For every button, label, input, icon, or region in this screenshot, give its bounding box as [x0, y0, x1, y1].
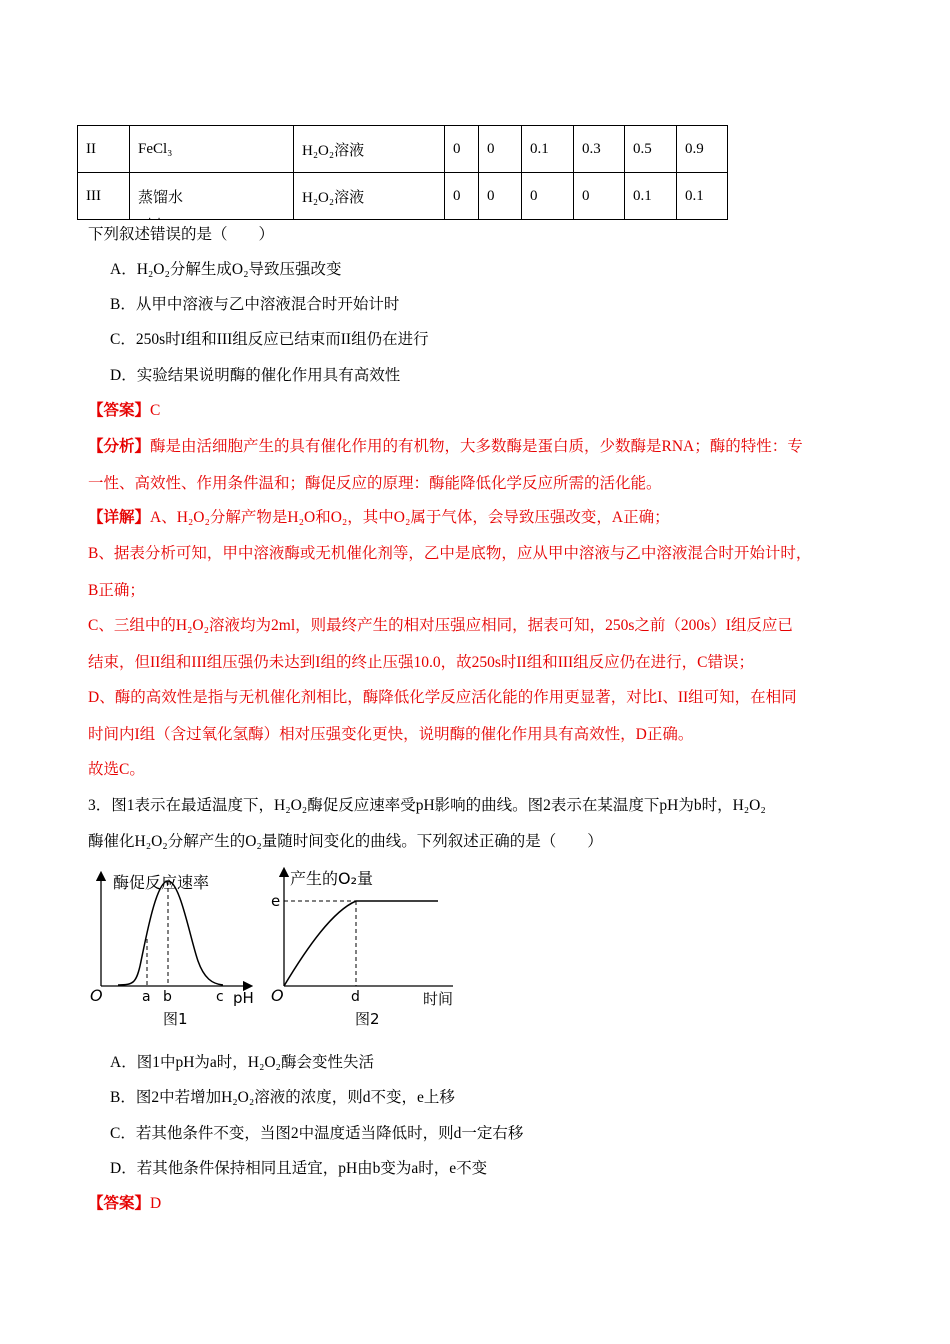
table-cell: III	[78, 173, 130, 220]
figure-caption: 图2	[355, 1010, 380, 1028]
table-cell: 0	[574, 173, 625, 220]
figure-caption: 图1	[163, 1010, 188, 1028]
table-cell: FeCl₃	[130, 126, 294, 173]
table-cell: 0	[479, 126, 522, 173]
table-cell: 0.1	[625, 173, 677, 220]
table-cell: H₂O₂溶液	[294, 173, 445, 220]
option-b: B．从甲中溶液与乙中溶液混合时开始计时	[110, 296, 400, 313]
table-cell: II	[78, 126, 130, 173]
figure-2	[271, 869, 453, 1028]
detail-text: A、H₂O₂分解产物是H₂O和O₂，其中O₂属于气体，会导致压强改变，A正确；	[150, 509, 670, 526]
table-cell: 0	[445, 126, 479, 173]
conclusion-text: 故选C。	[88, 761, 145, 778]
table-cell: 蒸馏水	[130, 173, 294, 220]
y-axis-label: 酶促反应速率	[113, 873, 210, 892]
detail-text: D、酶的高效性是指与无机催化剂相比，酶降低化学反应活化能的作用更显著，对比I、II组可知，在相同	[88, 689, 797, 706]
table-cell: 0.1	[677, 173, 728, 220]
analysis-line	[88, 437, 803, 457]
question-stem: 下列叙述错误的是（ ）	[88, 226, 275, 243]
table-cell: H₂O₂溶液	[294, 126, 445, 173]
detail-text: 时间内I组（含过氧化氢酶）相对压强变化更快，说明酶的催化作用具有高效性，D正确。	[88, 726, 694, 743]
answer-tag: 【答案】	[88, 1195, 151, 1212]
answer-tag: 【答案】	[88, 402, 151, 419]
table-cell: 0	[522, 173, 574, 220]
option-d: D．若其他条件保持相同且适宜，pH由b变为a时，e不变	[110, 1160, 488, 1177]
detail-text: C、三组中的H₂O₂溶液均为2ml，则最终产生的相对压强应相同，据表可知，250s之前（200s）I组反应已	[88, 617, 793, 634]
option-a: A．H₂O₂分解生成O₂导致压强改变	[110, 261, 342, 278]
origin-label: O	[271, 986, 284, 1005]
x-axis-label: 时间	[423, 990, 454, 1008]
question-stem: 酶催化H₂O₂分解产生的O₂量随时间变化的曲线。下列叙述正确的是（ ）	[88, 833, 603, 850]
x-tick-d: d	[351, 989, 360, 1005]
y-tick-e: e	[271, 892, 281, 910]
detail-text: B正确；	[88, 582, 145, 599]
figure-1	[90, 873, 254, 1028]
detail-text: B、据表分析可知，甲中溶液酶或无机催化剂等，乙中是底物，应从甲中溶液与乙中溶液混合时开始计时，	[88, 545, 812, 562]
emphasis-dots: ··	[148, 214, 167, 225]
x-tick-b: b	[163, 989, 172, 1005]
answer-line	[88, 401, 160, 421]
x-axis-label: pH	[233, 989, 254, 1007]
detail-line	[88, 508, 670, 528]
option-a: A．图1中pH为a时，H₂O₂酶会变性失活	[110, 1054, 374, 1071]
table-cell: 0	[445, 173, 479, 220]
detail-tag: 【详解】	[88, 509, 151, 526]
analysis-text: 一性、高效性、作用条件温和；酶促反应的原理：酶能降低化学反应所需的活化能。	[88, 475, 662, 492]
analysis-text: 酶是由活细胞产生的具有催化作用的有机物，大多数酶是蛋白质，少数酶是RNA；酶的特性：专	[150, 438, 803, 455]
table-row	[78, 126, 728, 173]
enzyme-figures	[88, 866, 468, 1036]
origin-label: O	[90, 986, 103, 1005]
table-row	[78, 173, 728, 220]
detail-text: 结束，但II组和III组压强仍未达到I组的终止压强10.0，故250s时II组和III组反应仍在进行，C错误；	[88, 654, 755, 671]
analysis-tag: 【分析】	[88, 438, 151, 455]
option-d: D．实验结果说明酶的催化作用具有高效性	[110, 367, 401, 384]
option-c: C．若其他条件不变，当图2中温度适当降低时，则d一定右移	[110, 1125, 524, 1142]
x-tick-a: a	[142, 989, 151, 1005]
table-cell: 0	[479, 173, 522, 220]
answer-value: C	[150, 402, 161, 419]
y-axis-label: 产生的O₂量	[290, 869, 374, 888]
pressure-data-table	[77, 125, 728, 220]
table-cell: 0.5	[625, 126, 677, 173]
table-cell: 0.3	[574, 126, 625, 173]
answer-value: D	[150, 1195, 162, 1212]
table-cell: 0.9	[677, 126, 728, 173]
o2-curve	[284, 901, 438, 986]
option-c: C．250s时I组和III组反应已结束而II组仍在进行	[110, 331, 429, 348]
question-stem: 3．图1表示在最适温度下，H₂O₂酶促反应速率受pH影响的曲线。图2表示在某温度下pH为b时，H₂O₂	[88, 797, 766, 814]
table-cell: 0.1	[522, 126, 574, 173]
answer-line	[88, 1194, 161, 1214]
rate-curve	[118, 881, 223, 985]
x-tick-c: c	[216, 989, 224, 1005]
option-b: B．图2中若增加H₂O₂溶液的浓度，则d不变，e上移	[110, 1089, 455, 1106]
